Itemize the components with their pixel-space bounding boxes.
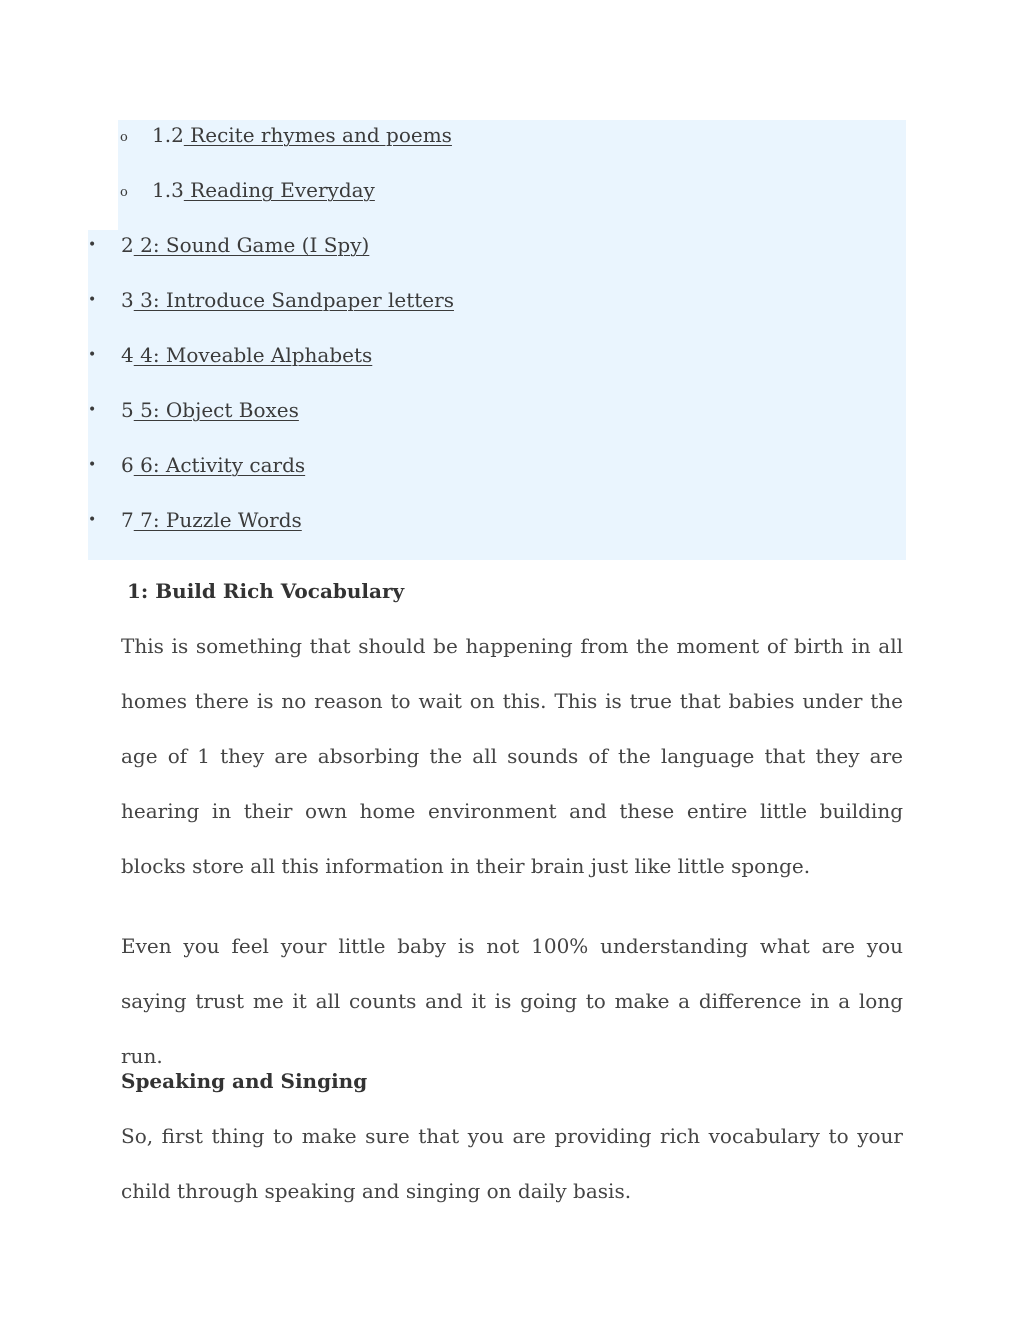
toc-link-recite-rhymes[interactable]: Recite rhymes and poems	[183, 123, 452, 147]
toc-item-4	[88, 341, 373, 369]
toc-bullet-dot: •	[88, 292, 97, 308]
toc-item-6	[88, 451, 306, 479]
section2-paragraph-1: So, first thing to make sure that you are providing rich vocabulary to your child through speaking and singing on daily basis.	[121, 1124, 903, 1203]
toc-item-3	[88, 286, 454, 314]
toc-link-sandpaper-letters[interactable]: 3: Introduce Sandpaper letters	[133, 288, 454, 312]
toc-number: 4	[121, 343, 134, 367]
toc-bullet-dot: •	[88, 237, 97, 253]
section-heading-build-rich-vocabulary: 1: Build Rich Vocabulary	[127, 579, 405, 603]
toc-bullet-circle: o	[120, 130, 128, 145]
toc-number: 1.2	[152, 123, 184, 147]
toc-item-5	[88, 396, 299, 424]
toc-number: 3	[121, 288, 134, 312]
toc-bullet-dot: •	[88, 402, 97, 418]
toc-link-reading-everyday[interactable]: Reading Everyday	[183, 178, 375, 202]
toc-bullet-dot: •	[88, 347, 97, 363]
section-heading-speaking-and-singing: Speaking and Singing	[121, 1069, 368, 1093]
toc-number: 6	[121, 453, 134, 477]
toc-link-object-boxes[interactable]: 5: Object Boxes	[133, 398, 299, 422]
toc-number: 2	[121, 233, 134, 257]
toc-item-1-3	[120, 176, 375, 204]
toc-bullet-circle: o	[120, 185, 128, 200]
toc-number: 5	[121, 398, 134, 422]
toc-link-activity-cards[interactable]: 6: Activity cards	[133, 453, 306, 477]
toc-item-2	[88, 231, 370, 259]
toc-bullet-dot: •	[88, 457, 97, 473]
toc-link-moveable-alphabets[interactable]: 4: Moveable Alphabets	[133, 343, 373, 367]
toc-link-sound-game[interactable]: 2: Sound Game (I Spy)	[133, 233, 370, 257]
toc-bullet-dot: •	[88, 512, 97, 528]
section1-paragraph-2: Even you feel your little baby is not 100% understanding what are you saying trust me it all counts and it is going to make a difference in a long run.	[121, 934, 903, 1068]
toc-item-1-2	[120, 121, 452, 149]
toc-number: 1.3	[152, 178, 184, 202]
toc-number: 7	[121, 508, 134, 532]
section1-paragraph-1: This is something that should be happening from the moment of birth in all homes there is no reason to wait on this. This is true that babies under the age of 1 they are absorbing the all sounds of the language that they are hearing in their own home environment and these entire little building blocks store all this information in their brain just like little sponge.	[121, 634, 903, 878]
toc-item-7	[88, 506, 302, 534]
toc-link-puzzle-words[interactable]: 7: Puzzle Words	[133, 508, 302, 532]
